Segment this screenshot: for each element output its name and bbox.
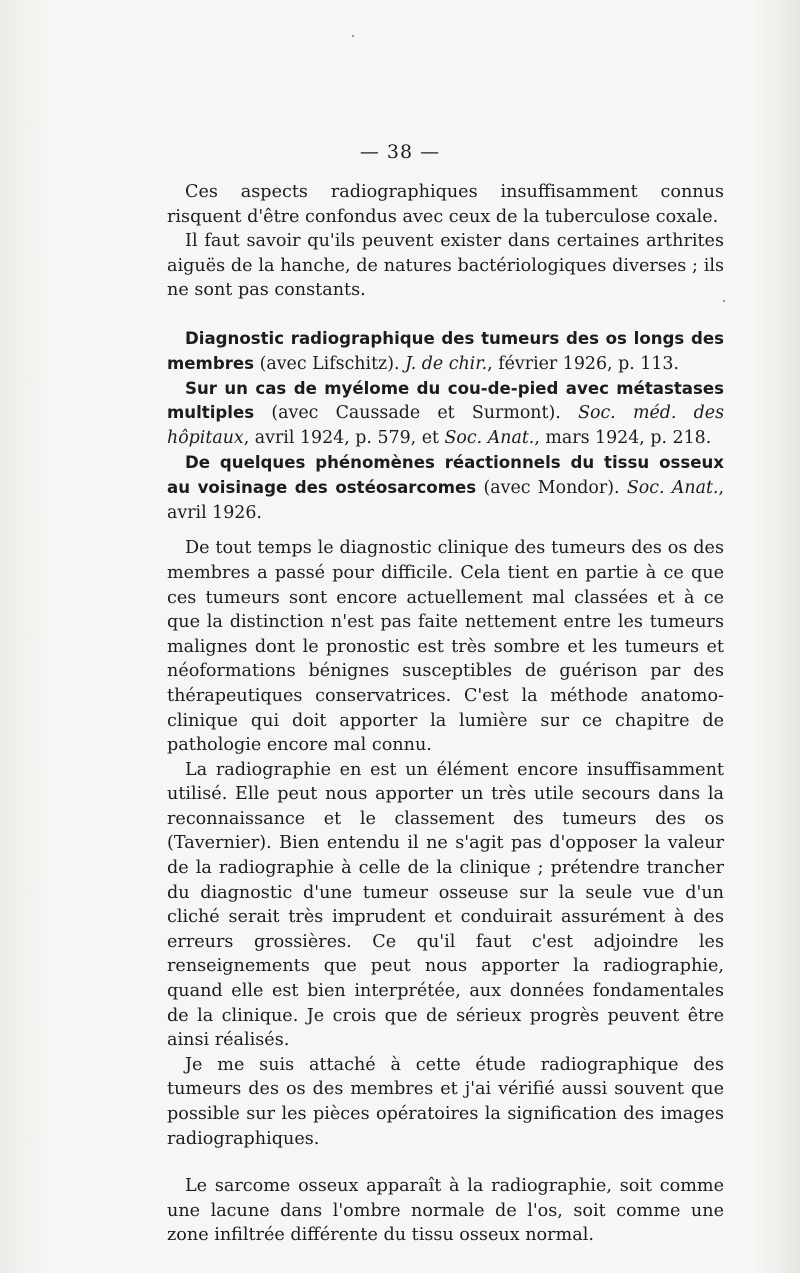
- body-paragraph-3: Je me suis attaché à cette étude radiographique des tumeurs des os des membres et j'ai vérifié aussi souvent que possible sur les pièces opératoires la signification des images radiographiques.: [167, 1054, 724, 1149]
- paper-speck: [723, 300, 725, 302]
- reference-1-journal: J. de chir.: [405, 353, 488, 374]
- reference-2-title: Sur un cas de myélome du cou-de-pied avec métastases multiples: [167, 378, 724, 423]
- closing-paragraph: Le sarcome osseux apparaît à la radiographie, soit comme une lacune dans l'ombre normale de l'os, soit comme une zone infiltrée différente du tissu osseux normal.: [167, 1176, 724, 1246]
- reference-1: [167, 327, 724, 377]
- reference-2-authors: (avec Caussade et Surmont).: [271, 403, 561, 424]
- paper-speck: [352, 35, 354, 37]
- page-number: — 38 —: [359, 141, 441, 163]
- reference-2-journal: Soc. méd. des hôpitaux: [167, 403, 725, 449]
- reference-3: [167, 451, 724, 525]
- reference-1-details: , février 1926, p. 113.: [487, 353, 679, 374]
- reference-3-title: De quelques phénomènes réactionnels du tissu osseux au voisinage des ostéosarcomes: [167, 452, 724, 497]
- intro-paragraph-2: Il faut savoir qu'ils peuvent exister dans certaines arthrites aiguës de la hanche, de natures bactériologiques diverses ; ils ne sont pas constants.: [167, 231, 724, 301]
- reference-1-title: Diagnostic radiographique des tumeurs des os longs des membres: [167, 328, 724, 373]
- reference-2: [167, 377, 724, 451]
- reference-3-details: , avril 1926.: [167, 477, 724, 523]
- reference-2-details: , avril 1924, p. 579, et: [243, 428, 445, 449]
- reference-3-authors: (avec Mondor).: [483, 477, 620, 498]
- reference-3-journal: Soc. Anat.: [626, 477, 719, 498]
- reference-2-details-2: , mars 1924, p. 218.: [534, 428, 712, 449]
- reference-1-authors: (avec Lifschitz).: [259, 353, 400, 374]
- intro-paragraph-1: Ces aspects radiographiques insuffisamment connus risquent d'être confondus avec ceux de la tuberculose coxale.: [167, 182, 724, 227]
- body-paragraph-2: La radiographie en est un élément encore insuffisamment utilisé. Elle peut nous apporter un très utile secours dans la reconnaissance et le classement des tumeurs des os (Tavernier). Bien entendu il ne s'agit pas d'opposer la valeur de la radiographie à celle de la clinique ; prétendre trancher du diagnostic d'une tumeur osseuse sur la seule vue d'un cliché serait très imprudent et conduirait assurément à des erreurs grossières. Ce qu'il faut c'est adjoindre les renseignements que peut nous apporter la radiographie, quand elle est bien interprétée, aux données fondamentales de la clinique. Je crois que de sérieux progrès peuvent être ainsi réalisés.: [167, 759, 724, 1051]
- text-column: [167, 180, 724, 1248]
- reference-2-journal-2: Soc. Anat.: [444, 428, 535, 449]
- body-paragraph-1: De tout temps le diagnostic clinique des tumeurs des os des membres a passé pour difficile. Cela tient en partie à ce que ces tumeurs sont encore actuellement mal classées et à ce que la distinction n'est pas faite nettement entre les tumeurs malignes dont le pronostic est très sombre et les tumeurs et néoformations bénignes susceptibles de guérison par des thérapeutiques conservatrices. C'est la méthode anatomo-clinique qui doit apporter la lumière sur ce chapitre de pathologie encore mal connu.: [167, 538, 724, 756]
